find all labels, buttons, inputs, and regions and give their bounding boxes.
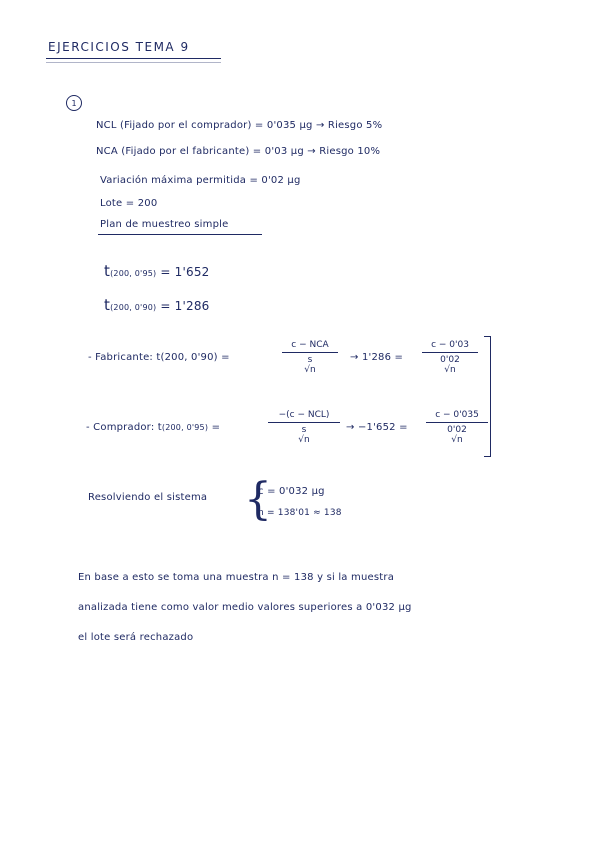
- conclusion-line-1: En base a esto se toma una muestra n = 138 y si la muestra: [78, 572, 395, 583]
- conclusion-line-2: analizada tiene como valor medio valores superiores a 0'032 µg: [78, 602, 412, 613]
- fabricante-result: → 1'286 =: [350, 352, 404, 363]
- solution-brace: {: [244, 474, 272, 525]
- comprador-result: → −1'652 =: [346, 422, 408, 433]
- system-brace-bottom: [484, 456, 491, 457]
- t-value-090: t(200, 0'90) = 1'286: [104, 296, 210, 314]
- fabricante-fraction-2: c − 0'03 0'02 √n: [422, 340, 478, 375]
- comprador-fraction-2: c − 0'035 0'02 √n: [426, 410, 488, 445]
- solution-c: c = 0'032 µg: [258, 486, 325, 497]
- lot-line: Lote = 200: [100, 198, 158, 209]
- comprador-fraction: −(c − NCL) s √n: [268, 410, 340, 445]
- exercise-number-badge: [66, 95, 82, 111]
- t-value-095: t(200, 0'95) = 1'652: [104, 262, 210, 280]
- ncl-line: NCL (Fijado por el comprador) = 0'035 µg → Riesgo 5%: [96, 120, 383, 131]
- title-underline: [46, 58, 221, 59]
- title-underline-faint: [46, 62, 221, 63]
- conclusion-line-3: el lote será rechazado: [78, 632, 194, 643]
- exercise-number: 1: [71, 98, 77, 108]
- system-brace-vertical: [490, 336, 491, 456]
- comprador-label: - Comprador: t(200, 0'95) =: [86, 422, 221, 433]
- solution-n: n = 138'01 ≈ 138: [258, 508, 342, 518]
- fabricante-label: - Fabricante: t(200, 0'90) =: [88, 352, 230, 363]
- plan-underline: [98, 234, 262, 235]
- variation-line: Variación máxima permitida = 0'02 µg: [100, 175, 301, 186]
- plan-line: Plan de muestreo simple: [100, 219, 229, 230]
- system-brace-top: [484, 336, 491, 337]
- fabricante-fraction: c − NCA s √n: [282, 340, 338, 375]
- nca-line: NCA (Fijado por el fabricante) = 0'03 µg → Riesgo 10%: [96, 146, 381, 157]
- solve-label: Resolviendo el sistema: [88, 492, 208, 503]
- page-title: EJERCICIOS TEMA 9: [48, 40, 190, 54]
